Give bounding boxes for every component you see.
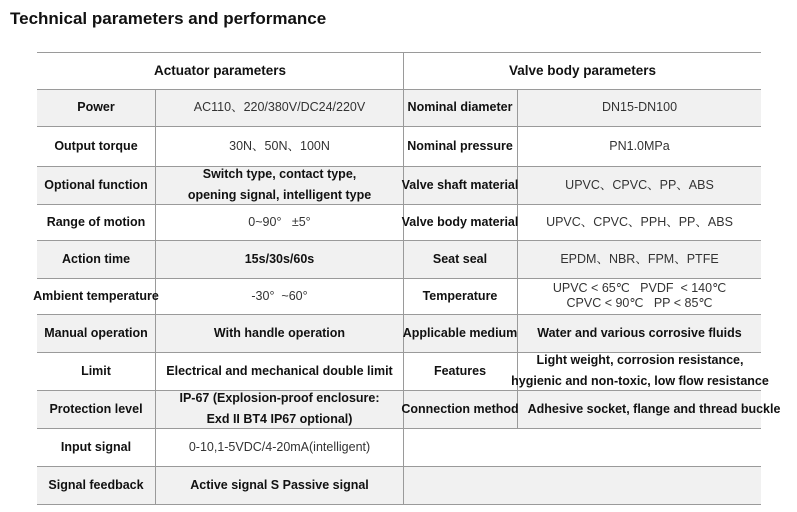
actuator-header: Actuator parameters: [153, 63, 287, 78]
valve-label: Temperature: [422, 288, 498, 303]
valve-value: Adhesive socket, flange and thread buckle: [527, 401, 781, 416]
valve-value-line: hygienic and non-toxic, low flow resistance: [511, 374, 769, 388]
parameters-table: [33, 52, 781, 506]
valve-label: Nominal diameter: [407, 100, 513, 114]
actuator-value: [156, 390, 403, 428]
valve-label: Valve body material: [401, 214, 519, 229]
page-title: Technical parameters and performance: [10, 9, 327, 28]
actuator-label: Manual operation: [44, 325, 148, 340]
valve-value: [500, 352, 780, 390]
valve-value: [518, 278, 761, 314]
actuator-label: Limit: [81, 363, 111, 378]
actuator-label: Range of motion: [46, 214, 146, 229]
actuator-value: With handle operation: [213, 325, 346, 340]
actuator-value-line: Switch type, contact type,: [202, 167, 357, 181]
actuator-label: Action time: [61, 251, 131, 266]
actuator-value: 0-10,1-5VDC/4-20mA(intelligent): [188, 439, 371, 454]
valve-body-header: Valve body parameters: [508, 63, 657, 78]
actuator-label: Signal feedback: [48, 477, 144, 492]
actuator-value-line: IP-67 (Explosion-proof enclosure:: [179, 391, 380, 405]
actuator-value: 30N、50N、100N: [229, 138, 330, 153]
actuator-value: -30° ~60°: [251, 288, 308, 303]
valve-label: Features: [433, 363, 487, 378]
valve-label: Nominal pressure: [407, 138, 513, 153]
actuator-value: 15s/30s/60s: [244, 251, 315, 266]
valve-label: Connection method: [401, 401, 519, 416]
actuator-value: Electrical and mechanical double limit: [166, 363, 393, 378]
actuator-value: 0~90° ±5°: [248, 214, 311, 229]
valve-value: DN15-DN100: [601, 100, 678, 114]
actuator-label: Output torque: [54, 138, 138, 153]
actuator-label: Optional function: [44, 177, 148, 192]
actuator-label: Ambient temperature: [33, 288, 159, 303]
actuator-label: Protection level: [49, 401, 143, 416]
actuator-value: Active signal S Passive signal: [190, 477, 369, 492]
valve-label: Seat seal: [432, 251, 488, 266]
actuator-value-line: Exd II BT4 IP67 optional): [206, 412, 353, 426]
actuator-value-line: opening signal, intelligent type: [187, 188, 372, 202]
actuator-value: [156, 166, 403, 204]
actuator-label: Power: [77, 100, 115, 114]
actuator-label: Input signal: [60, 439, 132, 454]
valve-value: UPVC、CPVC、PPH、PP、ABS: [546, 214, 733, 229]
valve-value: PN1.0MPa: [609, 138, 670, 153]
valve-label: Applicable medium: [402, 325, 518, 340]
valve-value-line: CPVC < 90℃ PP < 85℃: [566, 296, 713, 310]
valve-value-line: UPVC < 65℃ PVDF < 140℃: [552, 281, 727, 295]
valve-value-line: Light weight, corrosion resistance,: [536, 353, 744, 367]
actuator-value: AC110、220/380V/DC24/220V: [193, 100, 366, 114]
valve-label: Valve shaft material: [401, 177, 519, 192]
valve-value: Water and various corrosive fluids: [537, 325, 742, 340]
valve-value: EPDM、NBR、FPM、PTFE: [560, 251, 719, 266]
table-rule: [37, 504, 761, 505]
valve-value: UPVC、CPVC、PP、ABS: [565, 177, 714, 192]
